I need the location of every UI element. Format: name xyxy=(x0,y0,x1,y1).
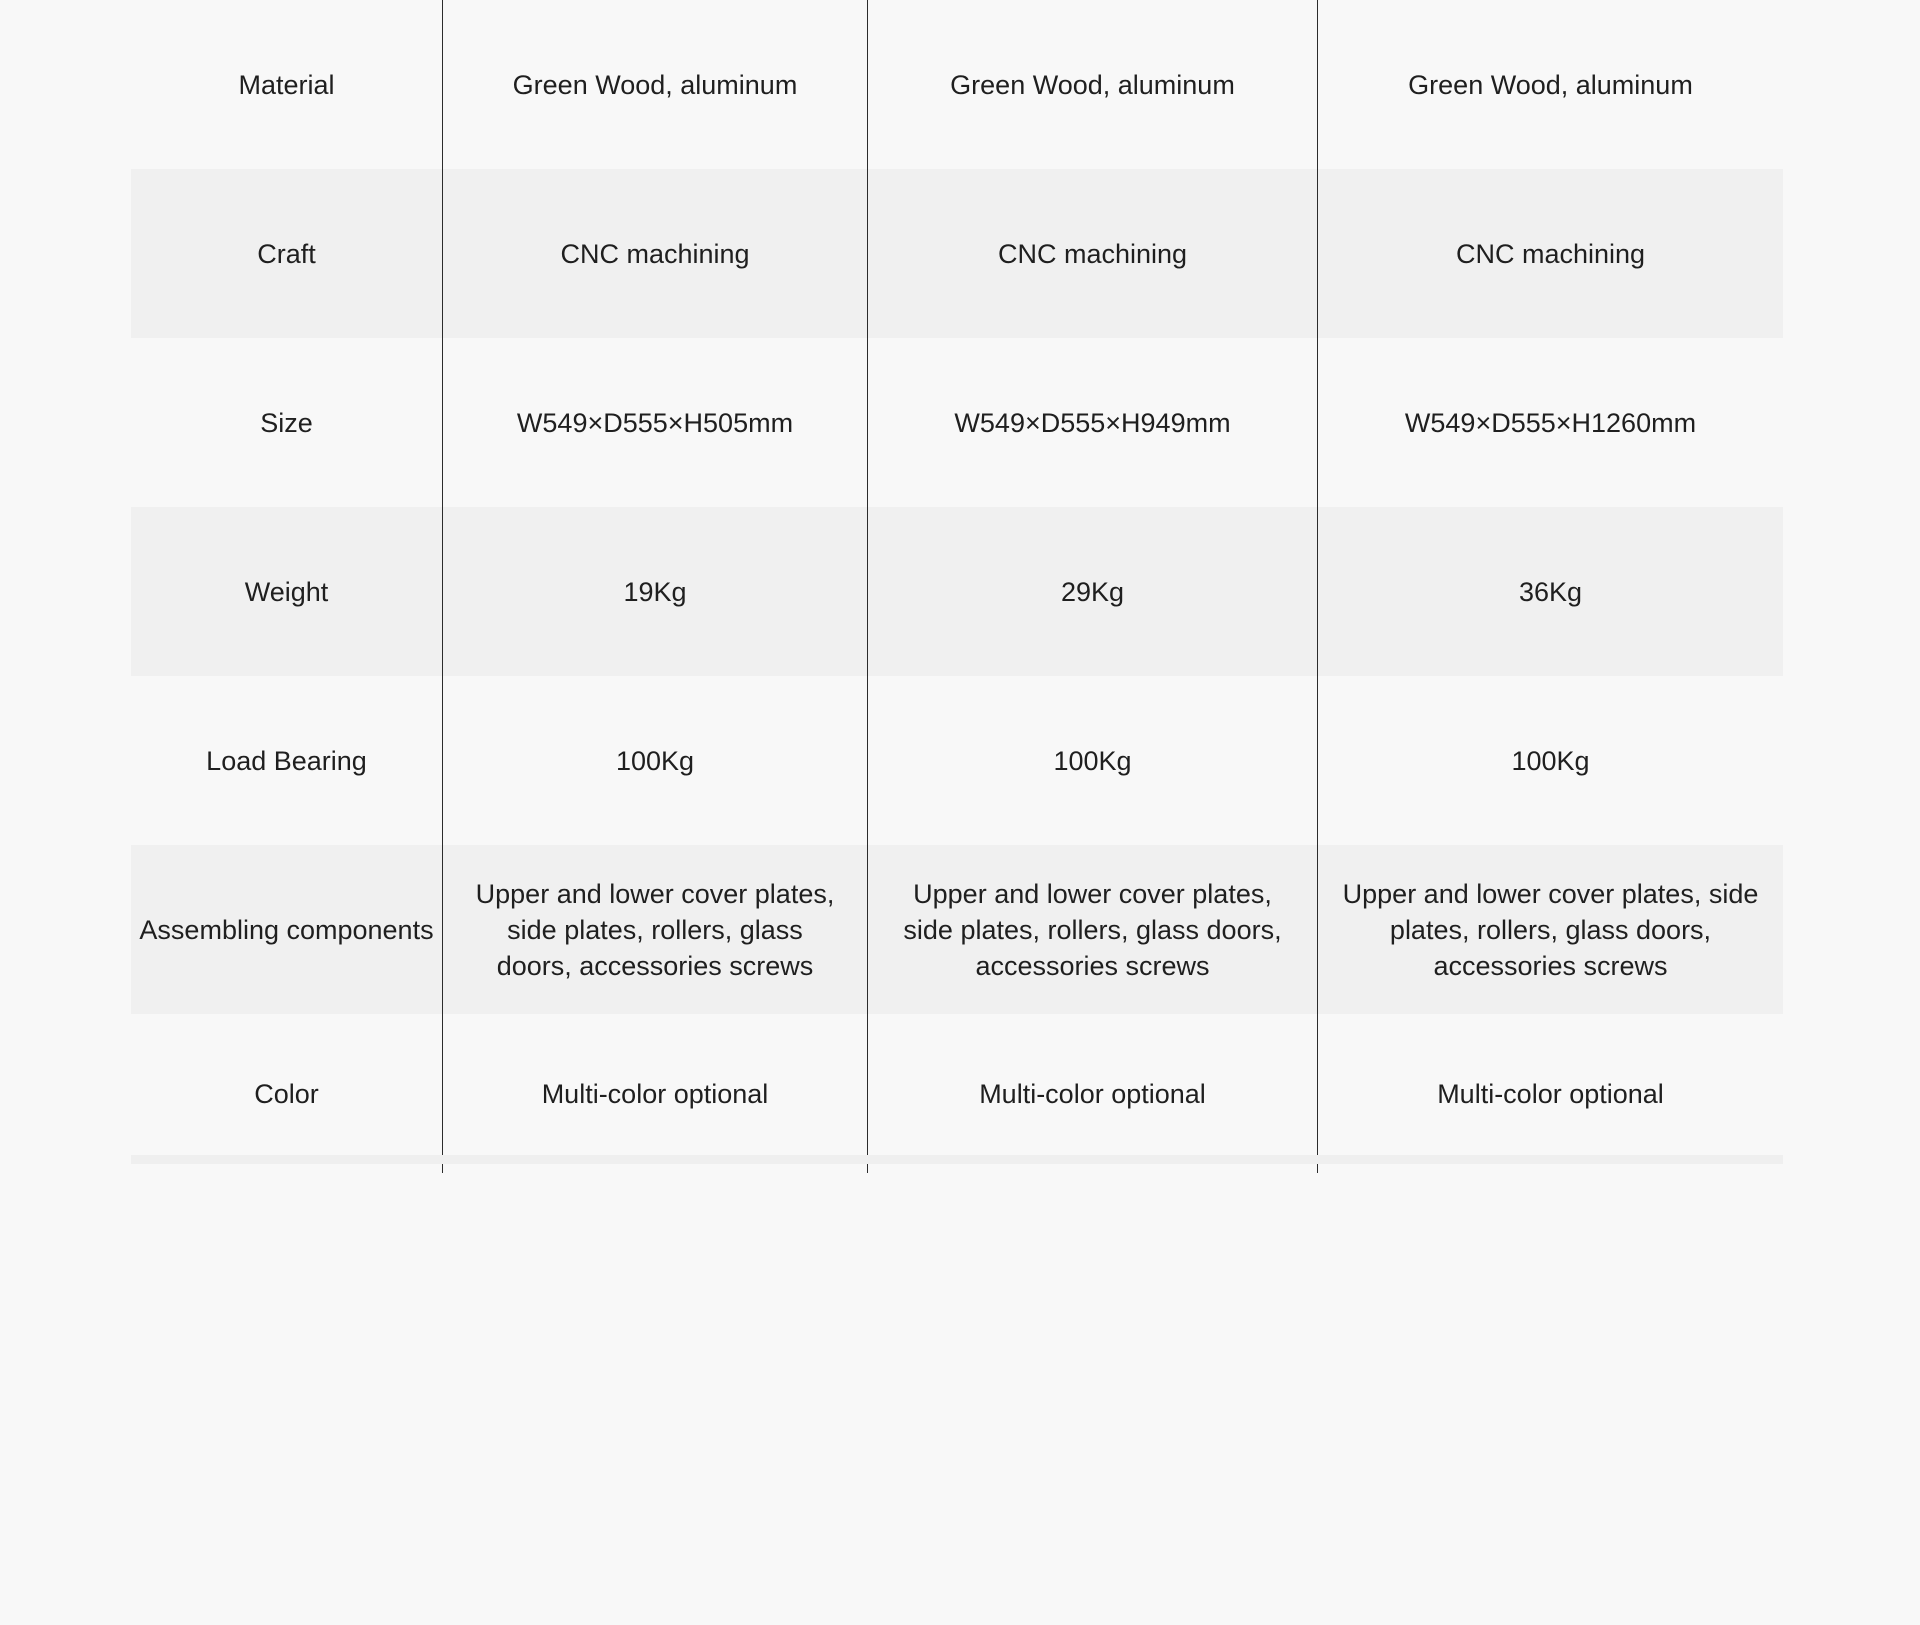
value-cell: Upper and lower cover plates, side plates, rollers, glass doors, accessories screws xyxy=(442,845,867,1014)
value-cell: Green Wood, aluminum xyxy=(867,0,1317,169)
row-label: Load Bearing xyxy=(206,745,367,776)
value-cell: 36Kg xyxy=(1317,507,1783,676)
row-label: Weight xyxy=(244,576,329,607)
spec-row-color xyxy=(131,1014,1783,1173)
value-cell: Green Wood, aluminum xyxy=(1317,0,1783,169)
row-label: Color xyxy=(254,1078,319,1109)
value-cell: Upper and lower cover plates, side plates, rollers, glass doors, accessories screws xyxy=(1317,845,1783,1014)
value-cell: 29Kg xyxy=(867,507,1317,676)
spec-row-assembling-components xyxy=(131,845,1783,1014)
value-cell: 100Kg xyxy=(867,676,1317,845)
value-cell: 100Kg xyxy=(442,676,867,845)
row-label: Assembling components xyxy=(139,914,434,945)
value-cell: W549×D555×H949mm xyxy=(867,338,1317,507)
value-cell: 19Kg xyxy=(442,507,867,676)
spec-row-load-bearing xyxy=(131,676,1783,845)
value-cell: W549×D555×H1260mm xyxy=(1317,338,1783,507)
table-bottom-divider xyxy=(131,1155,1783,1164)
row-label: Material xyxy=(238,69,335,100)
value-cell: Green Wood, aluminum xyxy=(442,0,867,169)
value-cell: CNC machining xyxy=(1317,169,1783,338)
value-cell: 100Kg xyxy=(1317,676,1783,845)
row-label: Size xyxy=(260,407,313,438)
spec-row-material xyxy=(131,0,1783,169)
value-cell: Multi-color optional xyxy=(442,1014,867,1173)
spec-row-weight xyxy=(131,507,1783,676)
row-label: Craft xyxy=(257,238,316,269)
value-cell: CNC machining xyxy=(867,169,1317,338)
spec-row-size xyxy=(131,338,1783,507)
value-cell: Multi-color optional xyxy=(1317,1014,1783,1173)
value-cell: W549×D555×H505mm xyxy=(442,338,867,507)
spec-table xyxy=(131,0,1783,1173)
value-cell: CNC machining xyxy=(442,169,867,338)
value-cell: Multi-color optional xyxy=(867,1014,1317,1173)
value-cell: Upper and lower cover plates, side plates, rollers, glass doors, accessories screws xyxy=(867,845,1317,1014)
spec-row-craft xyxy=(131,169,1783,338)
